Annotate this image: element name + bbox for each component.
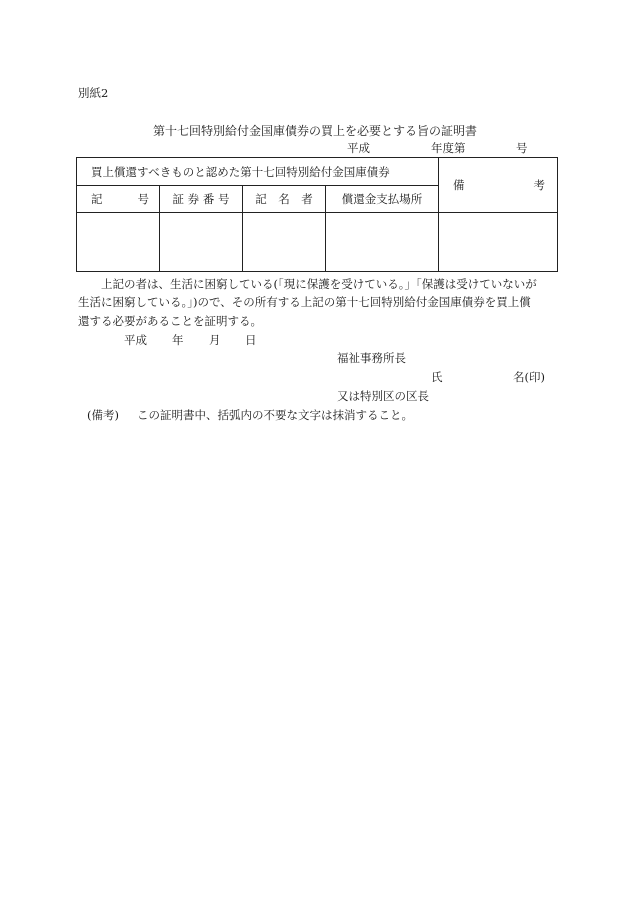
serial-column-header: 証 券 番 号 <box>160 186 243 213</box>
remarks-label: (備考) <box>87 408 119 422</box>
date-day-label: 日 <box>245 333 257 347</box>
body-line-1: 上記の者は、生活に困窮している(「現に保護を受けている。」「保護は受けていないが <box>101 277 537 291</box>
district-head-label: 又は特別区の区長 <box>337 389 429 403</box>
attachment-label: 別紙2 <box>78 86 109 100</box>
date-era-label: 平成 <box>124 333 147 347</box>
remarks-header-char-2: 考 <box>533 178 546 192</box>
certificate-table <box>76 157 558 272</box>
bond-group-header: 買上償還すべきものと認めた第十七回特別給付金国庫債券 <box>77 158 439 186</box>
symbol-input-cell[interactable] <box>77 213 160 272</box>
serial-input-cell[interactable] <box>160 213 243 272</box>
name-label-right-seal: 名(印) <box>513 370 545 384</box>
date-year-label: 年 <box>172 333 184 347</box>
symbol-char-2: 号 <box>137 192 149 206</box>
remarks-text: この証明書中、括弧内の不要な文字は抹消すること。 <box>137 408 413 422</box>
office-head-label: 福祉事務所長 <box>337 351 406 365</box>
number-label: 号 <box>516 141 528 155</box>
table-row <box>77 213 558 272</box>
remarks-header-char-1: 備 <box>453 178 465 192</box>
body-line-3: 還する必要があることを証明する。 <box>78 314 262 328</box>
symbol-char-1: 記 <box>91 192 103 206</box>
name-label-left: 氏 <box>431 370 443 384</box>
era-label: 平成 <box>347 141 370 155</box>
body-line-2: 生活に困窮している。」)ので、その所有する上記の第十七回特別給付金国庫債券を買上償 <box>78 295 531 309</box>
holder-column-header: 記 名 者 <box>243 186 326 213</box>
table-header-row <box>77 158 558 186</box>
payment-place-input-cell[interactable] <box>326 213 439 272</box>
date-month-label: 月 <box>209 333 221 347</box>
document-title: 第十七回特別給付金国庫債券の買上を必要とする旨の証明書 <box>152 124 477 138</box>
payment-place-column-header: 償還金支払場所 <box>326 186 439 213</box>
remarks-header <box>439 158 558 213</box>
holder-input-cell[interactable] <box>243 213 326 272</box>
fiscal-year-label: 年度第 <box>431 141 466 155</box>
symbol-column-header <box>77 186 160 213</box>
remarks-input-cell[interactable] <box>439 213 558 272</box>
